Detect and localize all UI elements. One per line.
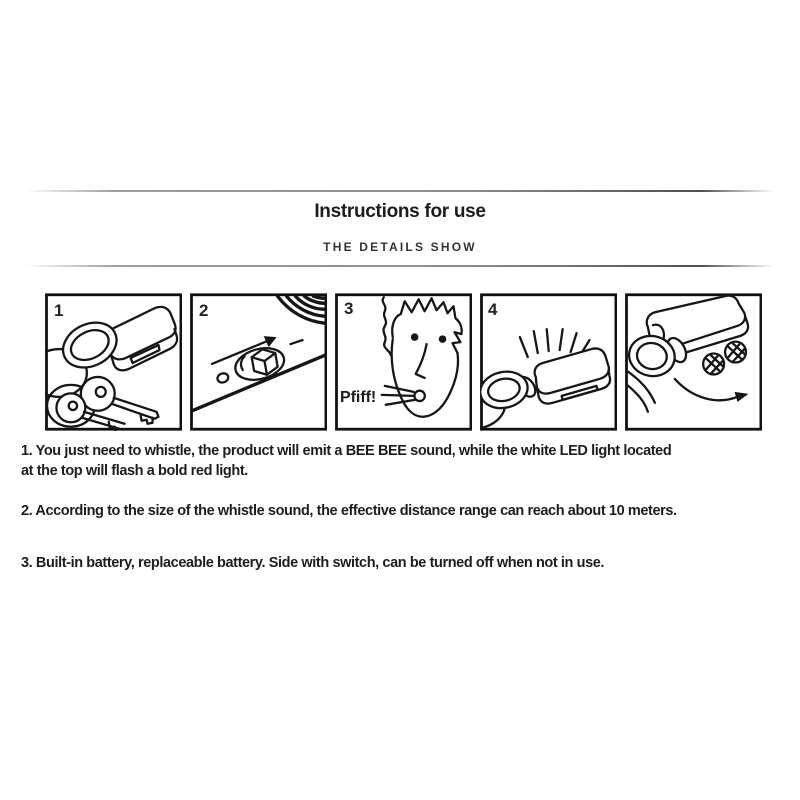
instruction-1-line-2: at the top will flash a bold red light.: [21, 462, 248, 479]
panel-number: 4: [487, 300, 498, 320]
instruction-2: [21, 502, 677, 522]
divider-bottom: [25, 265, 775, 267]
instruction-2-line-1: 2. According to the size of the whistle sound, the effective distance range can reach about 10 meters.: [21, 503, 677, 519]
panel-number: 2: [198, 301, 209, 321]
illustration-strip: [45, 293, 762, 431]
panel-5: [625, 293, 762, 431]
panel-3: [335, 293, 472, 431]
divider-top: [25, 190, 775, 192]
page-subtitle: THE DETAILS SHOW: [323, 240, 477, 254]
panel-number: 3: [343, 299, 354, 319]
instruction-1: [21, 442, 671, 481]
whistle-sound-label: Pfiff!: [339, 388, 377, 406]
alarm-beep-flash-illustration: [480, 293, 617, 431]
instruction-1-line-1: 1. You just need to whistle, the product will emit a BEE BEE sound, while the white LED light located: [21, 443, 672, 459]
panel-1: [45, 293, 182, 431]
whistling-face-illustration: [335, 293, 472, 431]
keychain-with-keys-illustration: [45, 293, 182, 431]
instruction-3: [21, 554, 604, 574]
panel-number: 1: [53, 301, 64, 321]
page-title: Instructions for use: [314, 201, 486, 222]
panel-4: [480, 293, 617, 431]
instruction-3-line-1: 3. Built-in battery, replaceable battery. Side with switch, can be turned off when not in use.: [21, 555, 605, 571]
panel-2: [190, 293, 327, 431]
side-switch-illustration: [190, 293, 327, 431]
rotate-product-illustration: [625, 293, 762, 431]
